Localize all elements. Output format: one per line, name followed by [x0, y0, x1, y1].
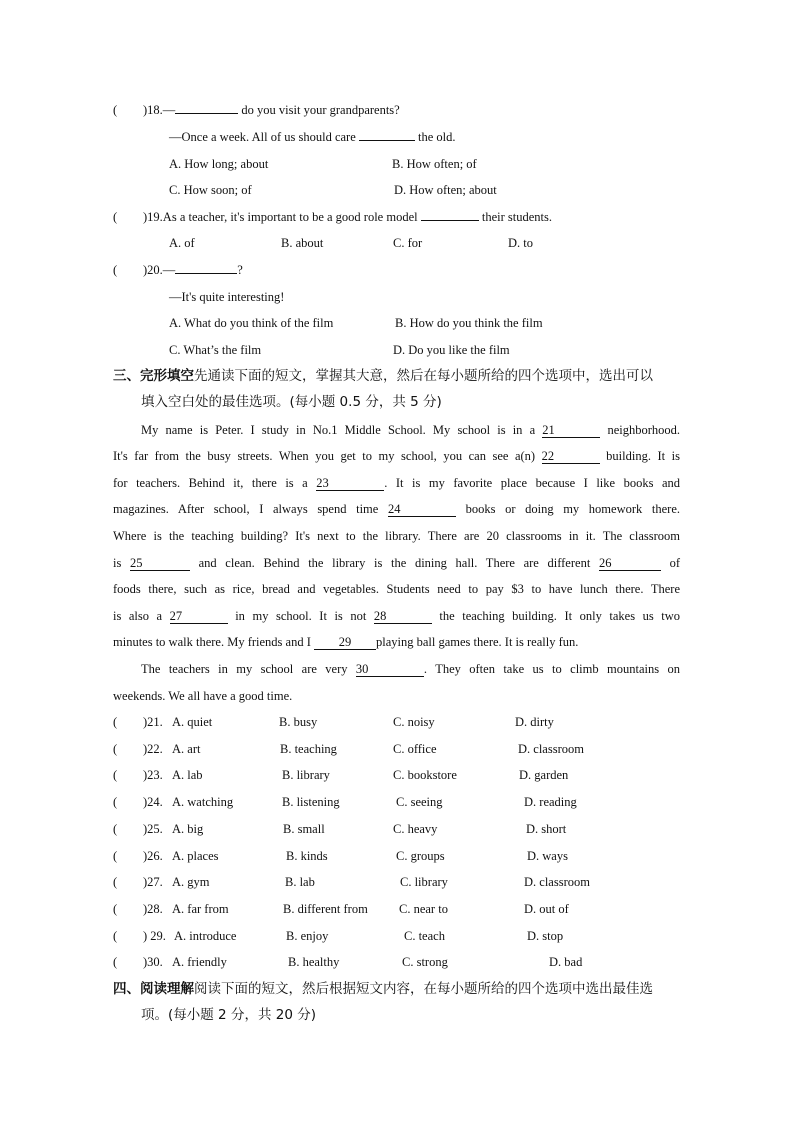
question-19 [143, 209, 552, 225]
option-c: C. teach [404, 928, 445, 943]
option-b: B. How often; of [392, 157, 477, 171]
passage-text: books or doing my homework there. [465, 502, 680, 516]
cloze-blank[interactable]: 24 [388, 502, 456, 517]
answer-paren[interactable]: ( [113, 715, 118, 729]
option-d: D. dirty [515, 715, 554, 729]
cloze-item-number: )25. [143, 821, 163, 836]
cloze-blank[interactable]: 23 [316, 476, 384, 491]
cloze-blank[interactable]: 29 [314, 635, 376, 650]
option-b: B. lab [285, 875, 315, 890]
passage-line [113, 661, 680, 677]
cloze-blank[interactable]: 26 [599, 556, 661, 571]
passage-text: . It is my favorite place because I like books and [384, 476, 680, 490]
option-a: A. What do you think of the film [169, 316, 334, 330]
option-d: D. classroom [524, 875, 590, 890]
option-d: D. classroom [518, 741, 584, 756]
cloze-blank[interactable]: 21 [542, 423, 600, 438]
option-c: C. heavy [393, 821, 438, 836]
option-c: C. strong [402, 955, 448, 970]
cloze-item-number: )22. [143, 741, 163, 756]
option-b: B. small [283, 821, 325, 836]
section-3-instructions-cont: 填入空白处的最佳选项。(每小题 0.5 分，共 5 分) [141, 394, 442, 410]
option-a: A. lab [172, 768, 203, 783]
passage-text: in my school. It is not [235, 609, 367, 623]
reply-text: the old. [414, 130, 456, 144]
option-a: A. introduce [174, 928, 237, 943]
answer-blank[interactable] [175, 273, 237, 274]
passage-text: the teaching building. It only takes us two [439, 609, 681, 623]
option-d: D. Do you like the film [393, 343, 510, 357]
answer-paren[interactable]: ( [113, 795, 118, 810]
cloze-item-number: )28. [143, 901, 163, 916]
cloze-item-number: )27. [143, 875, 163, 890]
question-stem: As a teacher, it's important to be a good role model [162, 210, 418, 224]
option-a: A. quiet [172, 715, 213, 729]
question-number: )20. [143, 263, 163, 277]
passage-text: My name is Peter. I study in No.1 Middle School. My school is in a [141, 423, 536, 437]
option-d: D. bad [549, 955, 583, 970]
passage-line [113, 555, 680, 571]
passage-text: and clean. Behind the library is the dining hall. There are different [198, 556, 591, 570]
passage-text: It's far from the busy streets. When you get to my school, you can see a(n) [113, 449, 536, 463]
passage-text: for teachers. Behind it, there is a [113, 476, 308, 490]
option-c: C. seeing [396, 795, 443, 810]
question-number: )18. [143, 103, 163, 117]
option-c: C. for [393, 236, 423, 250]
passage-line: foods there, such as rice, bread and vegetables. Students need to pay $3 to have lunch there. There [113, 582, 680, 596]
section-title: 三、完形填空 [113, 368, 194, 384]
answer-paren: ( [113, 103, 118, 117]
question-20 [143, 262, 243, 278]
option-d: D. How often; about [394, 183, 497, 197]
section-instructions: 先通读下面的短文，掌握其大意，然后在每小题所给的四个选项中，选出可以 [194, 368, 653, 384]
question-number: )19. [143, 210, 163, 224]
passage-text: minutes to walk there. My friends and I [113, 635, 311, 649]
answer-paren[interactable]: ( [113, 928, 118, 943]
option-d: D. stop [527, 928, 564, 943]
answer-paren[interactable]: ( [113, 768, 118, 783]
option-a: A. art [172, 741, 201, 756]
option-a: A. gym [172, 875, 210, 890]
option-a: A. friendly [172, 955, 227, 970]
cloze-blank[interactable]: 27 [170, 609, 228, 624]
option-d: D. garden [519, 768, 569, 783]
option-c: C. bookstore [393, 768, 457, 783]
question-18 [143, 102, 400, 118]
question-stem: do you visit your grandparents? [238, 103, 400, 117]
answer-blank[interactable] [175, 113, 238, 114]
passage-line [113, 448, 680, 464]
option-d: D. ways [527, 848, 568, 863]
option-c: C. office [393, 741, 437, 756]
passage-line [113, 475, 680, 491]
passage-text: magazines. After school, I always spend time [113, 502, 379, 516]
answer-blank[interactable] [421, 220, 479, 221]
cloze-item-number: )26. [143, 848, 163, 863]
option-c: C. How soon; of [169, 183, 252, 197]
option-b: B. How do you think the film [395, 316, 543, 330]
cloze-blank[interactable]: 22 [542, 449, 600, 464]
section-instructions: 阅读下面的短文，然后根据短文内容，在每小题所给的四个选项中选出最佳选 [194, 981, 653, 997]
passage-text: is [113, 556, 122, 570]
option-b: B. library [282, 768, 330, 783]
option-a: A. big [172, 821, 204, 836]
passage-text: playing ball games there. It is really fun. [376, 635, 579, 649]
passage-text: is also a [113, 609, 163, 623]
answer-paren: ( [113, 210, 118, 224]
cloze-blank[interactable]: 30 [356, 662, 424, 677]
option-a: A. far from [172, 901, 229, 916]
cloze-item-number: )30. [143, 955, 163, 970]
question-stem: their students. [478, 210, 552, 224]
option-a: A. watching [172, 795, 234, 810]
passage-text: of [669, 556, 680, 570]
option-b: B. healthy [288, 955, 340, 970]
cloze-blank[interactable]: 25 [130, 556, 190, 571]
question-stem: — [162, 103, 176, 117]
option-a: A. of [169, 236, 195, 250]
answer-paren[interactable]: ( [113, 741, 118, 756]
option-b: B. listening [282, 795, 340, 810]
passage-line [113, 422, 680, 438]
option-b: B. kinds [286, 848, 328, 863]
question-18-reply [169, 129, 456, 145]
option-c: C. library [400, 875, 448, 890]
option-c: C. What’s the film [169, 343, 262, 357]
passage-text: building. It is [606, 449, 680, 463]
answer-paren[interactable]: ( [113, 848, 118, 863]
option-d: D. reading [524, 795, 577, 810]
passage-text: The teachers in my school are very [141, 662, 348, 676]
option-b: B. about [281, 236, 324, 250]
cloze-item-number: )23. [143, 768, 163, 783]
passage-line [113, 608, 680, 624]
cloze-item-number: ) 29. [143, 928, 166, 943]
answer-paren[interactable]: ( [113, 955, 118, 970]
passage-line [113, 501, 680, 517]
cloze-item-number: )24. [143, 795, 163, 810]
passage-line [113, 634, 578, 650]
option-b: B. teaching [280, 741, 337, 756]
question-stem: ? [237, 263, 243, 277]
option-d: D. out of [524, 901, 569, 916]
question-stem: — [162, 263, 176, 277]
reply-text: —Once a week. All of us should care [169, 130, 356, 144]
option-c: C. noisy [393, 715, 435, 729]
answer-paren: ( [113, 263, 118, 277]
option-a: A. How long; about [169, 157, 269, 171]
section-4-heading [113, 980, 653, 998]
option-d: D. short [526, 821, 567, 836]
answer-paren[interactable]: ( [113, 821, 118, 836]
passage-line: Where is the teaching building? It's next to the library. There are 20 classrooms in it. The classroom [113, 529, 680, 543]
section-4-instructions-cont: 项。(每小题 2 分，共 20 分) [141, 1007, 316, 1023]
question-20-reply: —It's quite interesting! [169, 290, 285, 304]
option-b: B. enjoy [286, 928, 329, 943]
option-c: C. near to [399, 901, 448, 916]
option-b: B. different from [283, 901, 368, 916]
passage-text: neighborhood. [607, 423, 681, 437]
section-3-heading [113, 367, 653, 385]
passage-line: weekends. We all have a good time. [113, 689, 293, 703]
answer-paren[interactable]: ( [113, 901, 118, 916]
answer-paren[interactable]: ( [113, 875, 118, 890]
option-b: B. busy [279, 715, 318, 729]
passage-text: . They often take us to climb mountains on [423, 662, 680, 676]
section-title: 四、阅读理解 [113, 981, 194, 997]
option-a: A. places [172, 848, 219, 863]
answer-blank[interactable] [359, 140, 415, 141]
option-c: C. groups [396, 848, 445, 863]
cloze-item-number: )21. [143, 715, 163, 729]
option-d: D. to [508, 236, 533, 250]
cloze-blank[interactable]: 28 [374, 609, 432, 624]
